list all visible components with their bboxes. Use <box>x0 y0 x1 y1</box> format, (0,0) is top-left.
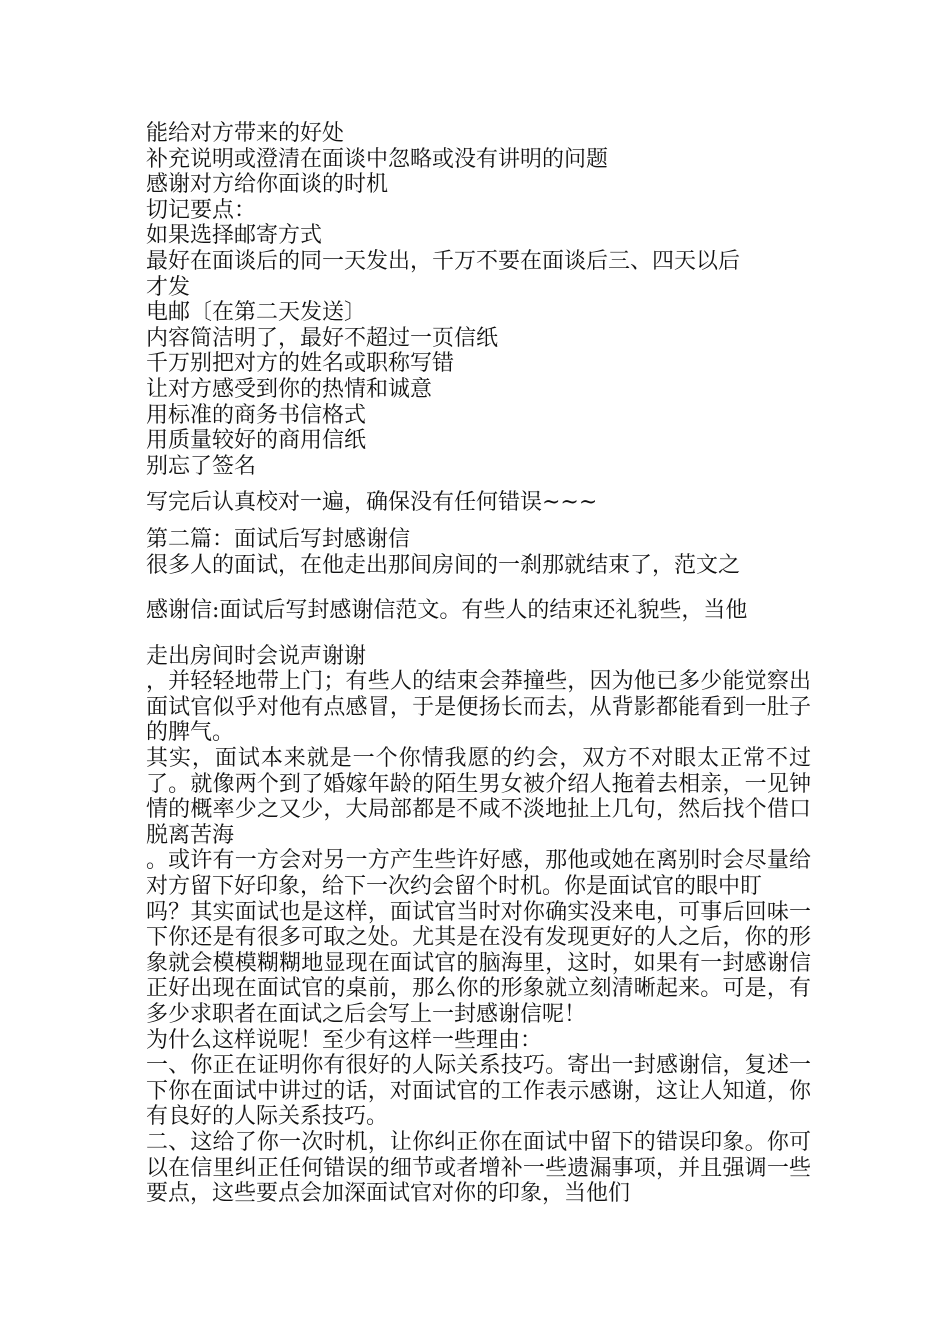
paragraph: 二、这给了你一次时机，让你纠正你在面试中留下的错误印象。你可以在信里纠正任何错误的细节或者增补一些遗漏事项，并且强调一些要点，这些要点会加深面试官对你的印象，当他们 <box>146 1129 811 1207</box>
text-line: 最好在面谈后的同一天发出，千万不要在面谈后三、四天以后 <box>146 248 741 274</box>
text-line: 走出房间时会说声谢谢 <box>146 643 367 669</box>
text-line: 感谢对方给你面谈的时机 <box>146 172 389 198</box>
document-body <box>146 121 811 1207</box>
text-line: 内容简洁明了，最好不超过一页信纸 <box>146 325 499 351</box>
text-line: 别忘了签名 <box>146 453 257 479</box>
text-line: 如果选择邮寄方式 <box>146 223 323 249</box>
text-line: 补充说明或澄清在面谈中忽略或没有讲明的问题 <box>146 146 609 172</box>
section-title: 第二篇：面试后写封感谢信 <box>146 526 411 552</box>
paragraph: 。或许有一方会对另一方产生些许好感，那他或她在离别时会尽量给对方留下好印象，给下一次约会留个时机。你是面试官的眼中盯 <box>146 848 811 900</box>
paragraph: ，并轻轻地带上门；有些人的结束会莽撞些，因为他已多少能觉察出面试官似乎对他有点感冒，于是便扬长而去，从背影都能看到一肚子的脾气。 <box>146 669 811 746</box>
text-line: 用标准的商务书信格式 <box>146 402 367 428</box>
text-line: 电邮〔在第二天发送〕 <box>146 300 367 326</box>
text-line: 用质量较好的商用信纸 <box>146 428 367 454</box>
text-line: 千万别把对方的姓名或职称写错 <box>146 351 455 377</box>
paragraph: 一、你正在证明你有很好的人际关系技巧。寄出一封感谢信，复述一下你在面试中讲过的话，对面试官的工作表示感谢，这让人知道，你有良好的人际关系技巧。 <box>146 1053 811 1130</box>
text-line: 能给对方带来的好处 <box>146 121 345 146</box>
text-line: 才发 <box>146 274 191 300</box>
text-line: 让对方感受到你的热情和诚意 <box>146 376 433 402</box>
text-line: 感谢信:面试后写封感谢信范文。有些人的结束还礼貌些，当他 <box>146 598 748 624</box>
text-line: 很多人的面试，在他走出那间房间的一刹那就结束了，范文之 <box>146 552 741 578</box>
paragraph: 吗？其实面试也是这样，面试官当时对你确实没来电，可事后回味一下你还是有很多可取之处。尤其是在没有发现更好的人之后，你的形象就会模模糊糊地显现在面试官的脑海里，这时，如果有一封感谢信正好出现在面试官的桌前，那么你的形象就立刻清晰起来。可是，有多少求职者在面试之后会写上一封感谢信呢！ <box>146 899 811 1027</box>
check-line: 写完后认真校对一遍，确保没有任何错误~~~ <box>146 490 598 516</box>
text-line: 切记要点： <box>146 197 257 223</box>
paragraph: 其实，面试本来就是一个你情我愿的约会，双方不对眼太正常不过了。就像两个到了婚嫁年龄的陌生男女被介绍人拖着去相亲，一见钟情的概率少之又少，大局部都是不咸不淡地扯上几句，然后找个借口脱离苦海 <box>146 746 811 848</box>
paragraph: 为什么这样说呢！至少有这样一些理由： <box>146 1027 543 1053</box>
